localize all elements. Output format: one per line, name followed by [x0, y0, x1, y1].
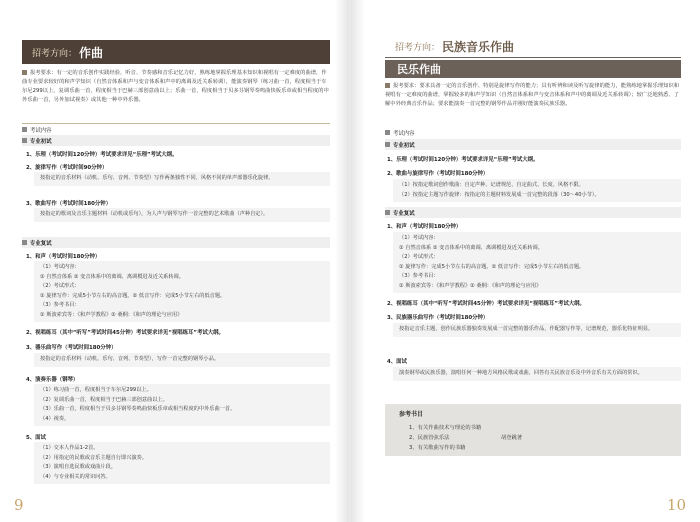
left-page: [0, 0, 349, 522]
right-p2-text: 2、歌曲与旋律写作（考试时间180分钟）: [387, 171, 489, 177]
reference-author: 胡登跳著: [501, 435, 523, 441]
left-r5-line: （2）用指定的民歌或音乐主题自行即兴演奏。: [40, 454, 148, 461]
left-p1: [26, 150, 177, 158]
right-retest-label: 专业复试: [393, 210, 415, 217]
right-header-title: 民族音乐作曲: [442, 39, 515, 54]
right-p2: [387, 169, 488, 177]
left-r1-line: （1）考试内容：: [40, 264, 80, 270]
left-p2: [26, 163, 107, 171]
left-r4-line: （2）复调乐曲一首，程度相当于巴赫三部创意曲以上。: [40, 396, 168, 403]
left-req-text: 有一定的音乐创作实践经验，听音、节奏感和音乐记忆力好，熟练地掌握乐理基本知识和视唱有一定难度的曲谱，作曲专业要求较好的和声学知识（自然音体系和声与变音体系和声中的离调及近关系转调），能演奏钢琴（练习曲一首，程度相当于车尔尼299以上，复调乐曲一首，程度相当于巴赫三部创意曲以上；乐曲一首，程度相当于贝多芬钢琴奏鸣曲快板乐章或相当程度的中外乐曲一首，另外加试视奏）或其他一种中外乐器。: [22, 70, 329, 103]
left-r4: [26, 375, 78, 383]
left-r5: [26, 433, 46, 441]
left-p3-detail: 按指定的歌词及音乐主题材料（动机或乐句），为人声与钢琴写作一首完整的艺术歌曲（声种自定）。: [40, 211, 269, 217]
right-r2: [387, 299, 585, 307]
left-retest: [22, 237, 330, 248]
left-r1-text: 1、和声（考试时间180分钟）: [26, 254, 101, 260]
right-preliminary: [385, 139, 681, 150]
right-r4: [387, 357, 407, 365]
right-r1-line: （3）参考书目：: [399, 273, 439, 279]
right-r3-box: [393, 323, 681, 337]
left-p3-text: 3、歌曲写作（考试时间180分钟）: [26, 201, 112, 207]
reference-item: 1、有关作曲技术与理论的书籍: [409, 425, 482, 431]
left-r4-line: （1）练习曲一首，程度相当于车尔尼299以上。: [40, 387, 152, 393]
bullet-square-icon: [22, 240, 27, 245]
left-r5-box: [34, 442, 330, 484]
left-r1-line: ① 自然音体系 ② 变音体系中的离调、离调模进及近关系转调。: [40, 273, 184, 280]
right-p1-text: 1、乐理（考试时间120分钟）考试要求详见“乐理”考试大纲。: [387, 157, 539, 163]
right-header-rule: [385, 57, 681, 58]
right-r1-line: （2）考试形式：: [399, 254, 439, 260]
left-p3-detail-box: [34, 208, 330, 222]
left-req-label: 报考要求：: [30, 70, 57, 76]
left-r1-box: [34, 261, 330, 322]
left-r4-box: [34, 384, 330, 426]
left-r1-line: ① 斯波索宾等：《和声学教程》② 桑桐：《和声的理论与应用》: [40, 311, 183, 318]
right-r3-detail: 按指定音乐主题，创作民族乐器独奏发展成一首完整的器乐作品，作配器写作等，记谱规范，器乐化特征明显。: [399, 326, 654, 332]
left-r1-line: （3）参考书目：: [40, 302, 80, 308]
left-r2-text: 2、视唱练耳（其中“听写”考试时间45分钟）考试要求详见“视唱练耳”考试大纲。: [26, 330, 224, 336]
left-r4-line: （4）视奏。: [40, 415, 70, 422]
left-r3-detail: 按指定的音乐材料（动机、乐句、音列、节奏型），写作一首完整的钢琴小品。: [40, 356, 219, 362]
left-r3: [26, 343, 116, 351]
left-page-number: 9: [14, 496, 24, 514]
reference-title: 参考书目: [399, 411, 424, 418]
right-r4-text: 4、面试: [387, 359, 407, 365]
right-req-text: 要求具备一定的音乐创作、特别是旋律写作的能力；具有听辨和读及听写旋律的能力，能熟练地掌握乐理知识和视唱有一定难度的曲谱，掌握较多的和声学知识（自然音体系和声与变音体系和声中的离调及近关系转调）；较广泛地熟悉、了解中外经典音乐作品；要求能演奏一首完整的钢琴作品并刚好能演奏民族乐器。: [385, 83, 680, 107]
bullet-square-icon: [385, 142, 390, 147]
reference-item: 2、民族管弦乐法: [409, 435, 450, 441]
bullet-square-icon: [22, 70, 27, 75]
right-r1-line: ① 旋律写作：完成5小节左右的高音题。② 低音写作：完成5小节左右的低音题。: [399, 263, 585, 270]
left-p2-text: 2、旋律写作（考试时间90分钟）: [26, 165, 108, 171]
left-r4-text: 4、演奏乐器（钢琴）: [26, 377, 79, 383]
left-exam-content-label: 考试内容: [30, 127, 52, 134]
left-header-title: 作曲: [79, 45, 104, 60]
right-section-title: 民乐作曲: [397, 63, 441, 76]
right-p2-box: [393, 179, 681, 202]
right-req-label: 报考要求：: [393, 83, 420, 89]
left-r5-line: （3）演唱自选民歌或戏曲片段。: [40, 464, 116, 470]
left-r4-line: （3）乐曲一首，程度相当于贝多芬钢琴奏鸣曲快板乐章或相当程度的中外乐曲一首。: [40, 406, 236, 412]
left-header-bar: [22, 40, 330, 64]
left-r5-text: 5、面试: [26, 435, 46, 441]
right-r1-line: ① 自然音体系 ② 变音体系中的离调、离调模进及近关系转调。: [399, 244, 543, 251]
left-r1: [26, 252, 100, 260]
right-preliminary-label: 专业初试: [393, 142, 415, 149]
left-r3-box: [34, 353, 330, 367]
right-p2-line: （2）按指定主题写作旋律：按指定的主题材料发展成一首完整的段落（30～40小节）。: [399, 191, 600, 198]
page-gutter-shadow: [351, 0, 365, 522]
right-header-prefix: 招考方向：: [395, 42, 441, 53]
left-p2-detail-box: [34, 172, 330, 186]
reference-item: 3、有关歌曲写作的书籍: [409, 445, 466, 451]
bullet-square-icon: [385, 130, 390, 135]
left-r1-line: ① 旋律写作：完成5小节左右的高音题。② 低音写作：完成5小节左右的低音题。: [40, 292, 226, 299]
left-preliminary: [22, 135, 330, 146]
right-r4-detail: 演奏钢琴或民族乐器，演唱任何一种地方风格民歌或戏曲，回答有关民族音乐及中外音乐有关方面的常识。: [399, 370, 643, 376]
left-header-prefix: 招考方向：: [32, 48, 78, 59]
left-r2: [26, 328, 224, 336]
right-r2-text: 2、视唱练耳（其中“听写”考试时间45分钟）考试要求详见“视唱练耳”考试大纲。: [387, 301, 585, 307]
left-r3-text: 3、器乐曲写作（考试时间180分钟）: [26, 345, 117, 351]
right-r1-box: [393, 232, 681, 293]
right-exam-content: [385, 127, 681, 138]
right-r4-box: [393, 367, 681, 381]
right-exam-content-label: 考试内容: [393, 130, 415, 137]
left-exam-content: [22, 124, 330, 135]
right-page-number: 10: [667, 496, 687, 514]
right-r3: [387, 313, 488, 321]
left-r5-line: （1）交本人作品1-2首。: [40, 445, 99, 451]
left-r1-line: （2）考试形式：: [40, 283, 80, 289]
right-header-line: [385, 34, 681, 58]
left-r5-line: （4）与专业相关的常识问答。: [40, 473, 111, 480]
right-p2-line: （1）按指定歌词创作歌曲：自定声种、记谱规范、自定曲式、长度、风格不限。: [399, 182, 584, 188]
right-page: [351, 0, 700, 522]
right-r3-text: 3、民族器乐曲写作（考试时间180分钟）: [387, 315, 489, 321]
right-section-bar: [385, 60, 681, 78]
right-r1: [387, 222, 461, 230]
left-retest-label: 专业复试: [30, 240, 52, 247]
page-gutter-shadow: [335, 0, 349, 522]
right-r1-line: ① 斯波索宾等：《和声学教程》② 桑桐：《和声的理论与应用》: [399, 282, 542, 289]
right-retest: [385, 207, 681, 218]
left-requirements: [22, 69, 330, 105]
right-p1: [387, 155, 538, 163]
left-p1-text: 1、乐理（考试时间120分钟）考试要求详见“乐理”考试大纲。: [26, 152, 178, 158]
right-r1-text: 1、和声（考试时间180分钟）: [387, 224, 462, 230]
right-requirements: [385, 82, 681, 109]
bullet-square-icon: [385, 83, 390, 88]
left-preliminary-label: 专业初试: [30, 138, 52, 145]
right-r1-line: （1）考试内容：: [399, 235, 439, 241]
bullet-square-icon: [385, 210, 390, 215]
left-p3: [26, 199, 111, 207]
bullet-square-icon: [22, 127, 27, 132]
bullet-square-icon: [22, 138, 27, 143]
left-p2-detail: 按指定的音乐材料（动机、乐句、音列、节奏型）写作两条独性不同、风格不同的单声部器乐化旋律。: [40, 175, 274, 181]
